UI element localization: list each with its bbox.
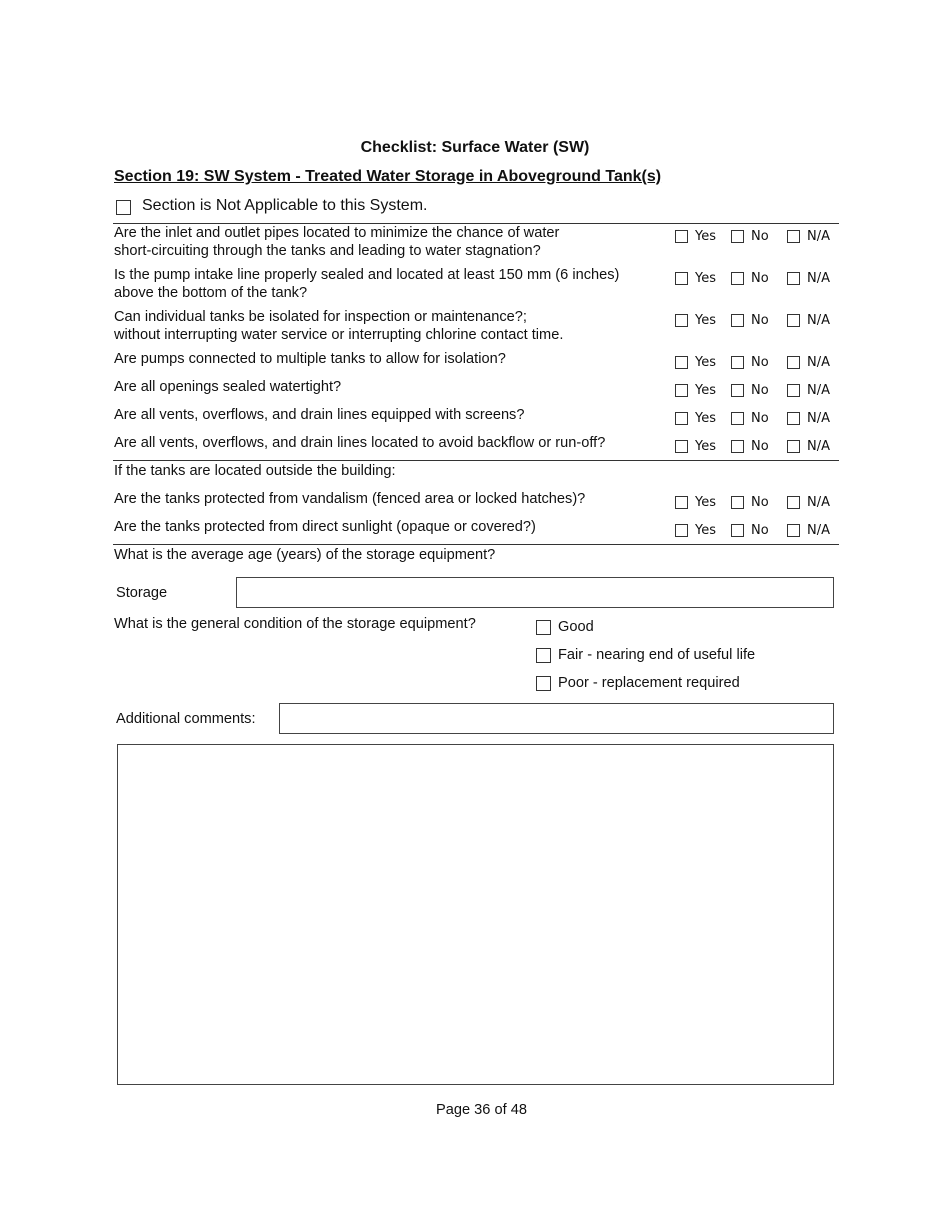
condition-option-fair[interactable] [536, 647, 755, 663]
yes-option[interactable] [675, 383, 731, 398]
yes-checkbox[interactable] [675, 496, 688, 509]
condition-good-checkbox[interactable] [536, 620, 551, 635]
na-option[interactable] [787, 229, 847, 244]
answer-group-3 [675, 313, 847, 328]
page-number: Page 36 of 48 [436, 1102, 527, 1118]
na-option[interactable] [787, 495, 847, 510]
not-applicable-label: Section is Not Applicable to this System. [142, 196, 428, 214]
na-label: N/A [807, 439, 830, 454]
no-option[interactable] [731, 495, 787, 510]
comments-textarea[interactable] [117, 744, 834, 1085]
comments-field[interactable] [279, 703, 834, 734]
no-label: No [751, 355, 769, 370]
yes-checkbox[interactable] [675, 356, 688, 369]
no-checkbox[interactable] [731, 230, 744, 243]
na-option[interactable] [787, 313, 847, 328]
question-vandalism: Are the tanks protected from vandalism (fenced area or locked hatches)? [114, 491, 586, 507]
yes-label: Yes [695, 271, 716, 286]
not-applicable-checkbox[interactable] [116, 200, 131, 215]
yes-option[interactable] [675, 271, 731, 286]
question-line: Are the inlet and outlet pipes located to minimize the chance of water [114, 225, 560, 241]
na-option[interactable] [787, 383, 847, 398]
section-heading: Section 19: SW System - Treated Water Storage in Aboveground Tank(s) [114, 168, 662, 185]
na-checkbox[interactable] [787, 440, 800, 453]
yes-option[interactable] [675, 313, 731, 328]
yes-label: Yes [695, 355, 716, 370]
no-checkbox[interactable] [731, 356, 744, 369]
no-label: No [751, 271, 769, 286]
no-checkbox[interactable] [731, 524, 744, 537]
no-label: No [751, 229, 769, 244]
age-question: What is the average age (years) of the storage equipment? [114, 547, 496, 563]
yes-checkbox[interactable] [675, 440, 688, 453]
question-vents-backflow [114, 434, 662, 452]
yes-label: Yes [695, 411, 716, 426]
yes-label: Yes [695, 439, 716, 454]
answer-group-8 [675, 495, 847, 510]
no-label: No [751, 523, 769, 538]
no-checkbox[interactable] [731, 314, 744, 327]
divider [113, 544, 839, 545]
condition-question: What is the general condition of the storage equipment? [114, 616, 476, 632]
no-option[interactable] [731, 313, 787, 328]
storage-label: Storage [116, 585, 168, 601]
na-option[interactable] [787, 271, 847, 286]
na-checkbox[interactable] [787, 314, 800, 327]
na-label: N/A [807, 523, 830, 538]
divider [113, 460, 839, 461]
na-option[interactable] [787, 411, 847, 426]
yes-checkbox[interactable] [675, 230, 688, 243]
yes-option[interactable] [675, 355, 731, 370]
no-label: No [751, 439, 769, 454]
na-label: N/A [807, 383, 830, 398]
condition-good-label: Good [558, 619, 594, 635]
answer-group-2 [675, 271, 847, 286]
yes-checkbox[interactable] [675, 384, 688, 397]
yes-label: Yes [695, 523, 716, 538]
yes-label: Yes [695, 313, 716, 328]
yes-checkbox[interactable] [675, 524, 688, 537]
no-label: No [751, 495, 769, 510]
question-pumps-multiple-tanks [114, 350, 662, 368]
question-vents-screens [114, 406, 662, 424]
no-checkbox[interactable] [731, 272, 744, 285]
condition-option-poor[interactable] [536, 675, 740, 691]
na-checkbox[interactable] [787, 496, 800, 509]
condition-poor-checkbox[interactable] [536, 676, 551, 691]
na-checkbox[interactable] [787, 356, 800, 369]
yes-option[interactable] [675, 411, 731, 426]
no-option[interactable] [731, 271, 787, 286]
na-label: N/A [807, 229, 830, 244]
yes-checkbox[interactable] [675, 412, 688, 425]
document-title: Checklist: Surface Water (SW) [360, 139, 590, 156]
answer-group-5 [675, 383, 847, 398]
no-label: No [751, 411, 769, 426]
question-line: Are all vents, overflows, and drain lines equipped with screens? [114, 407, 525, 423]
answer-group-4 [675, 355, 847, 370]
question-tank-isolation [114, 308, 662, 344]
answer-group-9 [675, 523, 847, 538]
na-option[interactable] [787, 439, 847, 454]
na-checkbox[interactable] [787, 230, 800, 243]
condition-option-good[interactable] [536, 619, 594, 635]
yes-checkbox[interactable] [675, 272, 688, 285]
no-checkbox[interactable] [731, 496, 744, 509]
no-option[interactable] [731, 229, 787, 244]
na-checkbox[interactable] [787, 412, 800, 425]
yes-option[interactable] [675, 495, 731, 510]
na-label: N/A [807, 411, 830, 426]
question-line: Are all openings sealed watertight? [114, 379, 342, 395]
na-label: N/A [807, 271, 830, 286]
yes-label: Yes [695, 495, 716, 510]
na-checkbox[interactable] [787, 524, 800, 537]
section-not-applicable-row[interactable] [116, 196, 427, 215]
yes-label: Yes [695, 383, 716, 398]
no-option[interactable] [731, 383, 787, 398]
na-label: N/A [807, 313, 830, 328]
question-line: Is the pump intake line properly sealed and located at least 150 mm (6 inches) [114, 267, 620, 283]
yes-option[interactable] [675, 229, 731, 244]
condition-fair-checkbox[interactable] [536, 648, 551, 663]
answer-group-7 [675, 439, 847, 454]
no-label: No [751, 383, 769, 398]
na-label: N/A [807, 355, 830, 370]
yes-label: Yes [695, 229, 716, 244]
question-inlet-outlet [114, 224, 662, 260]
yes-checkbox[interactable] [675, 314, 688, 327]
question-line: short-circuiting through the tanks and leading to water stagnation? [114, 243, 541, 259]
no-option[interactable] [731, 355, 787, 370]
question-sunlight: Are the tanks protected from direct sunlight (opaque or covered?) [114, 519, 536, 535]
na-checkbox[interactable] [787, 272, 800, 285]
no-option[interactable] [731, 523, 787, 538]
question-line: without interrupting water service or interrupting chlorine contact time. [114, 327, 564, 343]
storage-age-field[interactable] [236, 577, 834, 608]
comments-label: Additional comments: [116, 711, 256, 727]
outside-building-heading: If the tanks are located outside the building: [114, 463, 396, 479]
condition-poor-label: Poor - replacement required [558, 675, 740, 691]
na-checkbox[interactable] [787, 384, 800, 397]
no-checkbox[interactable] [731, 412, 744, 425]
yes-option[interactable] [675, 439, 731, 454]
question-pump-intake [114, 266, 662, 302]
condition-fair-label: Fair - nearing end of useful life [558, 647, 756, 663]
no-option[interactable] [731, 411, 787, 426]
no-option[interactable] [731, 439, 787, 454]
answer-group-6 [675, 411, 847, 426]
answer-group-1 [675, 229, 847, 244]
question-openings-sealed [114, 378, 662, 396]
na-label: N/A [807, 495, 830, 510]
no-label: No [751, 313, 769, 328]
question-line: Are pumps connected to multiple tanks to allow for isolation? [114, 351, 506, 367]
question-line: above the bottom of the tank? [114, 285, 308, 301]
question-line: Can individual tanks be isolated for inspection or maintenance?; [114, 309, 527, 325]
na-option[interactable] [787, 523, 847, 538]
na-option[interactable] [787, 355, 847, 370]
no-checkbox[interactable] [731, 440, 744, 453]
question-line: Are all vents, overflows, and drain lines located to avoid backflow or run-off? [114, 435, 606, 451]
no-checkbox[interactable] [731, 384, 744, 397]
yes-option[interactable] [675, 523, 731, 538]
